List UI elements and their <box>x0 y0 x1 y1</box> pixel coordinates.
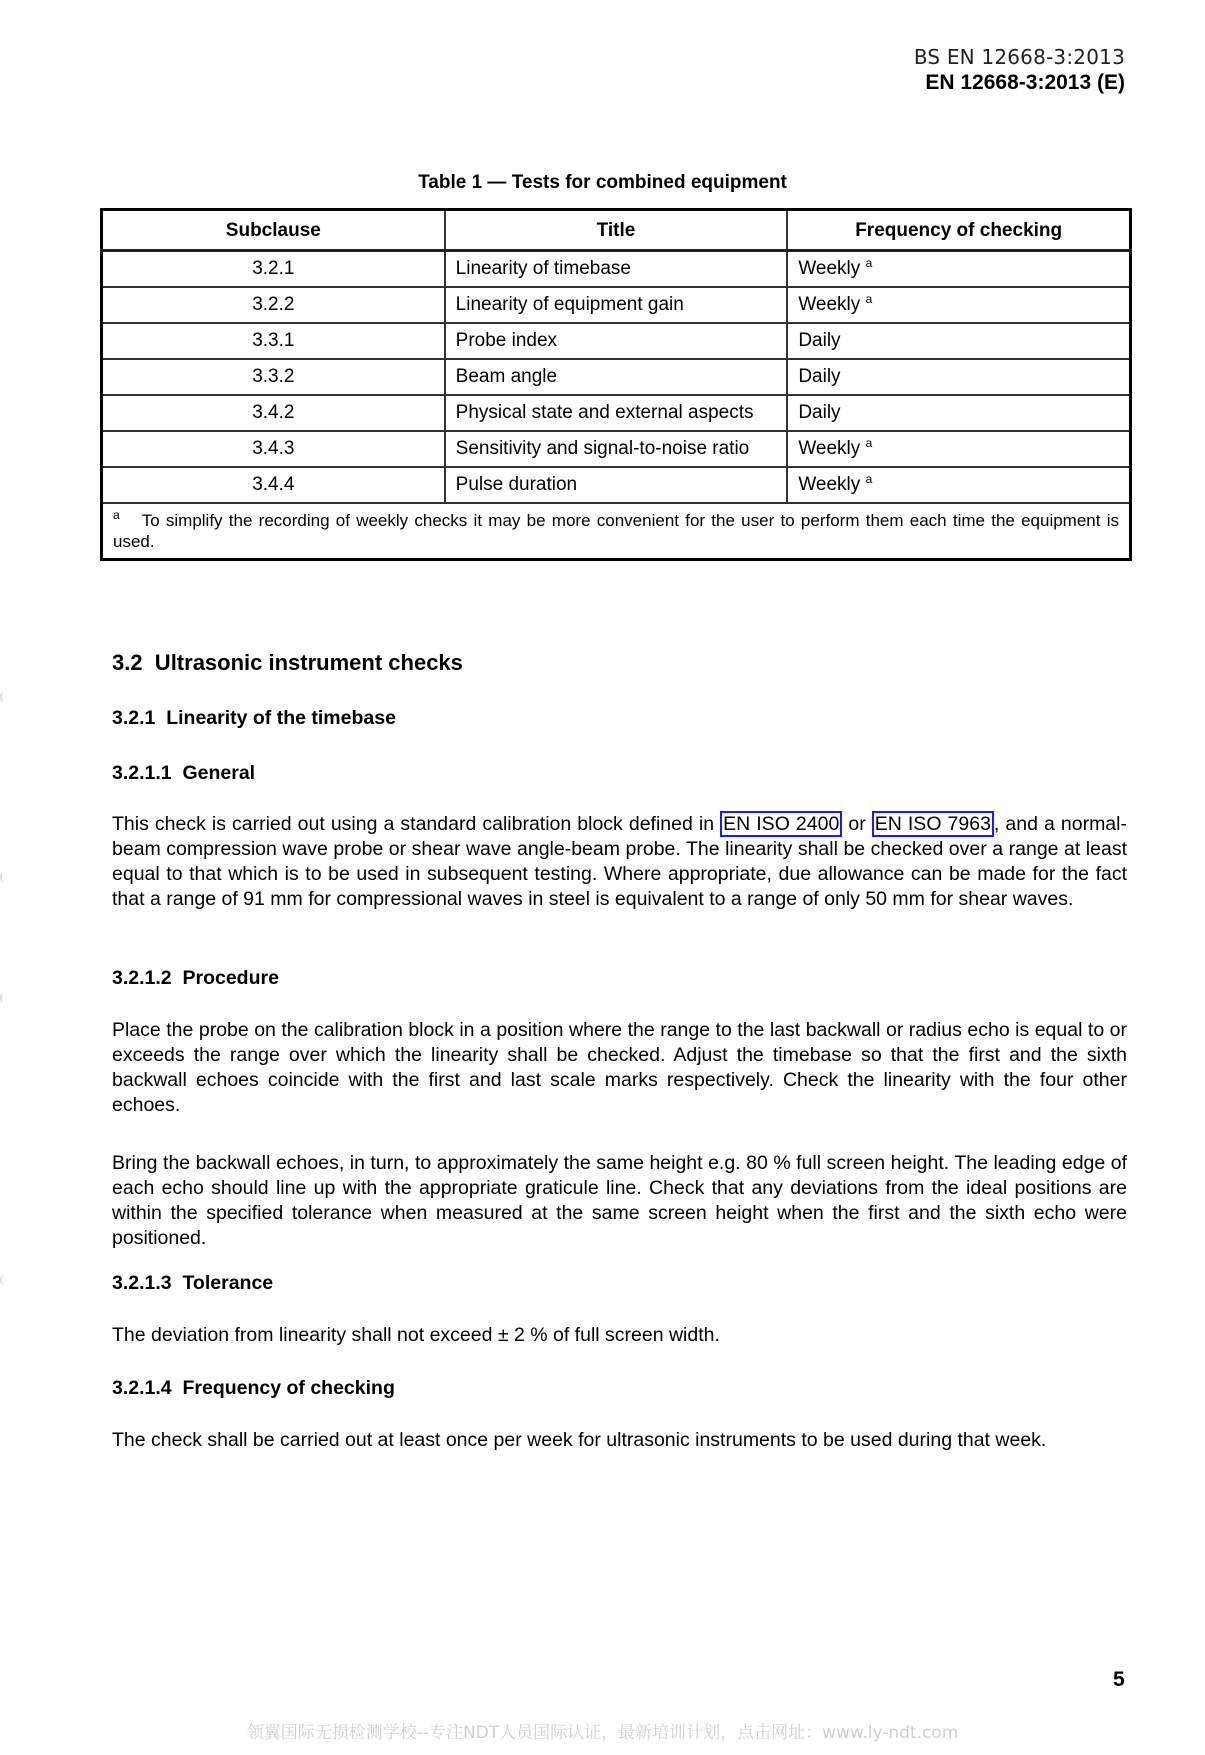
frequency-value: Weekly <box>798 294 861 315</box>
column-header-frequency: Frequency of checking <box>787 210 1130 251</box>
table-row <box>102 359 1131 395</box>
procedure-paragraph-2: Bring the backwall echoes, in turn, to approximately the same height e.g. 80 % full screen height. The leading edge of each echo should line up with the appropriate graticule line. Check that any deviations from the ideal positions are within the specified tolerance when measured at the same screen height when the first and the sixth echo were positioned. <box>112 1152 1127 1249</box>
link-en-iso-2400[interactable]: EN ISO 2400 <box>720 811 842 837</box>
subclause-cell: 3.4.3 <box>102 431 445 467</box>
standard-reference-en: EN 12668-3:2013 (E) <box>925 71 1125 94</box>
table-header-row <box>102 210 1131 251</box>
general-paragraph <box>112 812 1127 912</box>
scan-edge-mark <box>0 872 8 882</box>
link-en-iso-7963[interactable]: EN ISO 7963 <box>872 811 994 837</box>
procedure-paragraph-1: Place the probe on the calibration block in a position where the range to the last backwall or radius echo is equal to or exceeds the range over which the linearity shall be checked. Adjust the timebase so that the first and the sixth backwall echoes coincide with the first and last scale marks respectively. Check the linearity with the four other echoes. <box>112 1019 1127 1116</box>
subclause-cell: 3.3.2 <box>102 359 445 395</box>
tolerance-paragraph: The deviation from linearity shall not exceed ± 2 % of full screen width. <box>112 1324 720 1346</box>
title-cell: Beam angle <box>445 359 788 395</box>
frequency-value: Daily <box>798 366 841 387</box>
table-row <box>102 287 1131 323</box>
footnote-marker: a <box>865 256 873 270</box>
section-heading-3-2-1-4: 3.2.1.4 Frequency of checking <box>112 1377 395 1399</box>
title-cell: Linearity of timebase <box>445 251 788 288</box>
title-cell: Physical state and external aspects <box>445 395 788 431</box>
subclause-cell: 3.2.1 <box>102 251 445 288</box>
watermark-text: 领翼国际无损检测学校--专注NDT人员国际认证，最新培训计划，点击网址：www.ly-ndt.com <box>246 1723 959 1743</box>
tests-table <box>100 208 1132 561</box>
subclause-cell: 3.3.1 <box>102 323 445 359</box>
scan-edge-mark <box>0 692 8 702</box>
frequency-value: Weekly <box>798 438 861 459</box>
table-footnote-row <box>102 503 1131 560</box>
page-number: 5 <box>1113 1668 1125 1691</box>
subclause-cell: 3.2.2 <box>102 287 445 323</box>
table-row <box>102 323 1131 359</box>
frequency-cell <box>787 251 1130 288</box>
frequency-value: Weekly <box>798 258 861 279</box>
paragraph-text: or <box>842 813 872 835</box>
title-cell: Sensitivity and signal-to-noise ratio <box>445 431 788 467</box>
column-header-subclause: Subclause <box>102 210 445 251</box>
section-heading-3-2-1-3: 3.2.1.3 Tolerance <box>112 1272 274 1294</box>
scan-edge-mark <box>0 1275 8 1285</box>
table-row <box>102 251 1131 288</box>
frequency-cell <box>787 287 1130 323</box>
table-row <box>102 395 1131 431</box>
frequency-cell <box>787 467 1130 503</box>
footnote-text: To simplify the recording of weekly checks it may be more convenient for the user to perform them each time the equipment is used. <box>113 511 1119 551</box>
scan-edge-mark <box>0 993 8 1003</box>
frequency-value: Daily <box>798 330 841 351</box>
footnote-marker: a <box>865 472 873 486</box>
section-heading-3-2-1-1: 3.2.1.1 General <box>112 762 256 784</box>
section-heading-3-2: 3.2 Ultrasonic instrument checks <box>112 650 463 675</box>
frequency-cell <box>787 395 1130 431</box>
table-caption: Table 1 — Tests for combined equipment <box>418 172 787 193</box>
table-footnote <box>102 503 1131 560</box>
subclause-cell: 3.4.4 <box>102 467 445 503</box>
footnote-marker: a <box>113 508 120 522</box>
table-row <box>102 431 1131 467</box>
frequency-cell <box>787 323 1130 359</box>
frequency-cell <box>787 431 1130 467</box>
title-cell: Linearity of equipment gain <box>445 287 788 323</box>
paragraph-text: This check is carried out using a standard calibration block defined in <box>112 813 721 835</box>
frequency-cell <box>787 359 1130 395</box>
footnote-marker: a <box>865 292 873 306</box>
frequency-value: Daily <box>798 402 841 423</box>
standard-reference: BS EN 12668-3:2013 <box>913 45 1125 69</box>
paragraph-text: , and a normal-beam compression wave probe or shear wave angle-beam probe. The linearity shall be checked over a range at least equal to that which is to be used in subsequent testing. Where appropriate, due allowance can be made for the fact that a range of 91 mm for compressional waves in steel is equivalent to a range of only 50 mm for shear waves. <box>112 813 1127 910</box>
section-heading-3-2-1: 3.2.1 Linearity of the timebase <box>112 707 396 729</box>
title-cell: Probe index <box>445 323 788 359</box>
frequency-value: Weekly <box>798 474 861 495</box>
footnote-marker: a <box>865 436 873 450</box>
table-row <box>102 467 1131 503</box>
subclause-cell: 3.4.2 <box>102 395 445 431</box>
title-cell: Pulse duration <box>445 467 788 503</box>
section-heading-3-2-1-2: 3.2.1.2 Procedure <box>112 967 279 989</box>
frequency-paragraph: The check shall be carried out at least once per week for ultrasonic instruments to be used during that week. <box>112 1429 1047 1451</box>
column-header-title: Title <box>445 210 788 251</box>
